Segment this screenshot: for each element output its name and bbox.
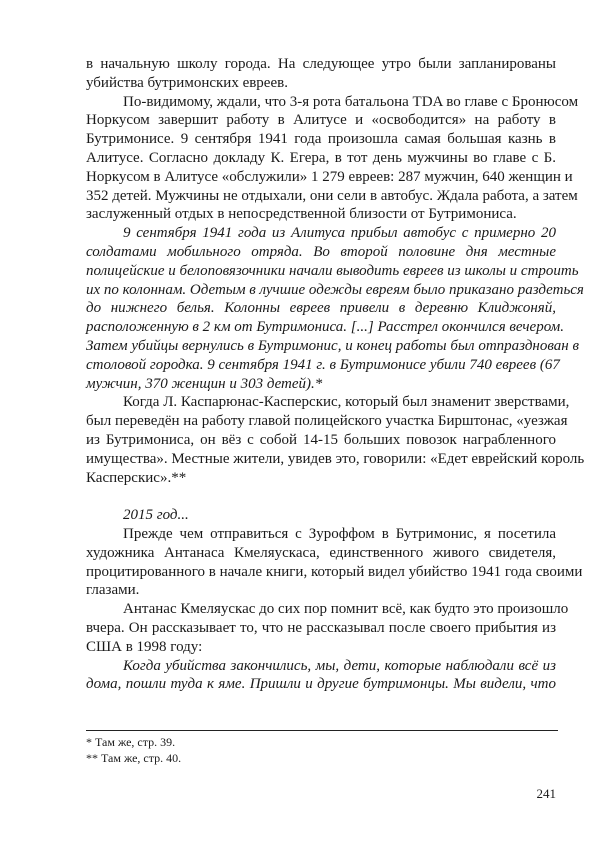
quote-paragraph bbox=[86, 657, 556, 695]
footnote: * Там же, стр. 39. bbox=[86, 735, 176, 749]
text-line: столовой городка. 9 сентября 1941 г. в Бутримонисе убили 740 евреев (67 bbox=[86, 356, 560, 373]
text-line: художника Антанаса Кмеляускаса, единственного живого свидетеля, bbox=[86, 544, 556, 561]
text-line: мужчин, 370 женщин и 303 детей).* bbox=[86, 375, 323, 392]
text-line: заслуженный отдых в непосредственной близости от Бутримониса. bbox=[86, 206, 517, 223]
text-line: убийства бутримонских евреев. bbox=[86, 74, 288, 91]
text-line: Когда убийства закончились, мы, дети, которые наблюдали всё из bbox=[123, 657, 556, 674]
text-line: из Бутримониса, он вёз с собой 14-15 больших повозок награбленного bbox=[86, 431, 556, 448]
text-line: Алитусе. Согласно докладу К. Егера, в тот день мужчины во главе с Б. bbox=[86, 149, 556, 166]
text-line: вчера. Он рассказывает то, что не рассказывал после своего прибытия из bbox=[86, 619, 556, 636]
text-line: их по колоннам. Одетым в лучшие одежды евреям было приказано раздеться bbox=[86, 281, 584, 298]
text-line: Касперскис».** bbox=[86, 469, 187, 486]
text-line: Когда Л. Каспарюнас-Касперскис, который был знаменит зверствами, bbox=[123, 394, 570, 411]
text-line: 2015 год... bbox=[123, 507, 189, 524]
text-line: был переведён на работу главой полицейского участка Бирштонас, «уезжая bbox=[86, 413, 568, 430]
text-line: в начальную школу города. На следующее утро были запланированы bbox=[86, 56, 556, 72]
text-line: США в 1998 году: bbox=[86, 638, 203, 655]
text-line: Норкусом завершит работу в Алитусе и «освободится» на работу в bbox=[86, 112, 556, 129]
footnote-divider bbox=[86, 730, 558, 731]
text-line: расположенную в 2 км от Бутримониса. [...] Расстрел окончился вечером. bbox=[86, 319, 564, 336]
blank-line bbox=[86, 487, 556, 506]
text-line: солдатами мобильного отряда. Во второй половине дня местные bbox=[86, 243, 556, 260]
text-line: 9 сентября 1941 года из Алитуса прибыл автобус с примерно 20 bbox=[123, 225, 556, 242]
footnote: ** Там же, стр. 40. bbox=[86, 750, 182, 765]
paragraph bbox=[86, 393, 585, 487]
footnotes bbox=[86, 735, 181, 766]
quote-paragraph bbox=[86, 506, 556, 525]
text-line: По-видимому, ждали, что 3-я рота батальона TDA во главе с Бронюсом bbox=[123, 93, 579, 110]
text-line: процитированного в начале книги, который видел убийство 1941 года своими bbox=[86, 563, 583, 580]
text-line: Затем убийцы вернулись в Бутримонис, и конец работы был отпразднован в bbox=[86, 337, 579, 354]
text-line: имущества». Местные жители, увидев это, говорили: «Едет еврейский король bbox=[86, 450, 585, 467]
quote-paragraph bbox=[86, 224, 584, 393]
text-line: Бутримонисе. 9 сентября 1941 года произошла самая большая казнь в bbox=[86, 131, 556, 148]
text-line: Норкусом в Алитусе «обслужили» 1 279 евреев: 287 мужчин, 640 женщин и bbox=[86, 168, 573, 185]
text-line: глазами. bbox=[86, 582, 140, 599]
text-line: Прежде чем отправиться с Зуроффом в Бутримонис, я посетила bbox=[123, 525, 556, 542]
text-line: полицейские и белоповязочники начали выводить евреев из школы и строить bbox=[86, 262, 579, 279]
text-line: до нижнего белья. Колонны евреев привели в деревню Клиджоняй, bbox=[86, 300, 556, 317]
paragraph bbox=[86, 93, 579, 225]
paragraph bbox=[86, 525, 583, 600]
paragraph bbox=[86, 55, 556, 93]
text-line: Антанас Кмеляускас до сих пор помнит всё, как будто это произошло bbox=[123, 601, 569, 618]
text-line: 352 детей. Мужчины не отдыхали, они сели в автобус. Ждала работа, а затем bbox=[86, 187, 578, 204]
body-text bbox=[86, 55, 585, 694]
text-line: дома, пошли туда к яме. Пришли и другие бутримонцы. Мы видели, что bbox=[86, 676, 556, 693]
paragraph bbox=[86, 600, 569, 656]
page-number: 241 bbox=[536, 786, 556, 801]
